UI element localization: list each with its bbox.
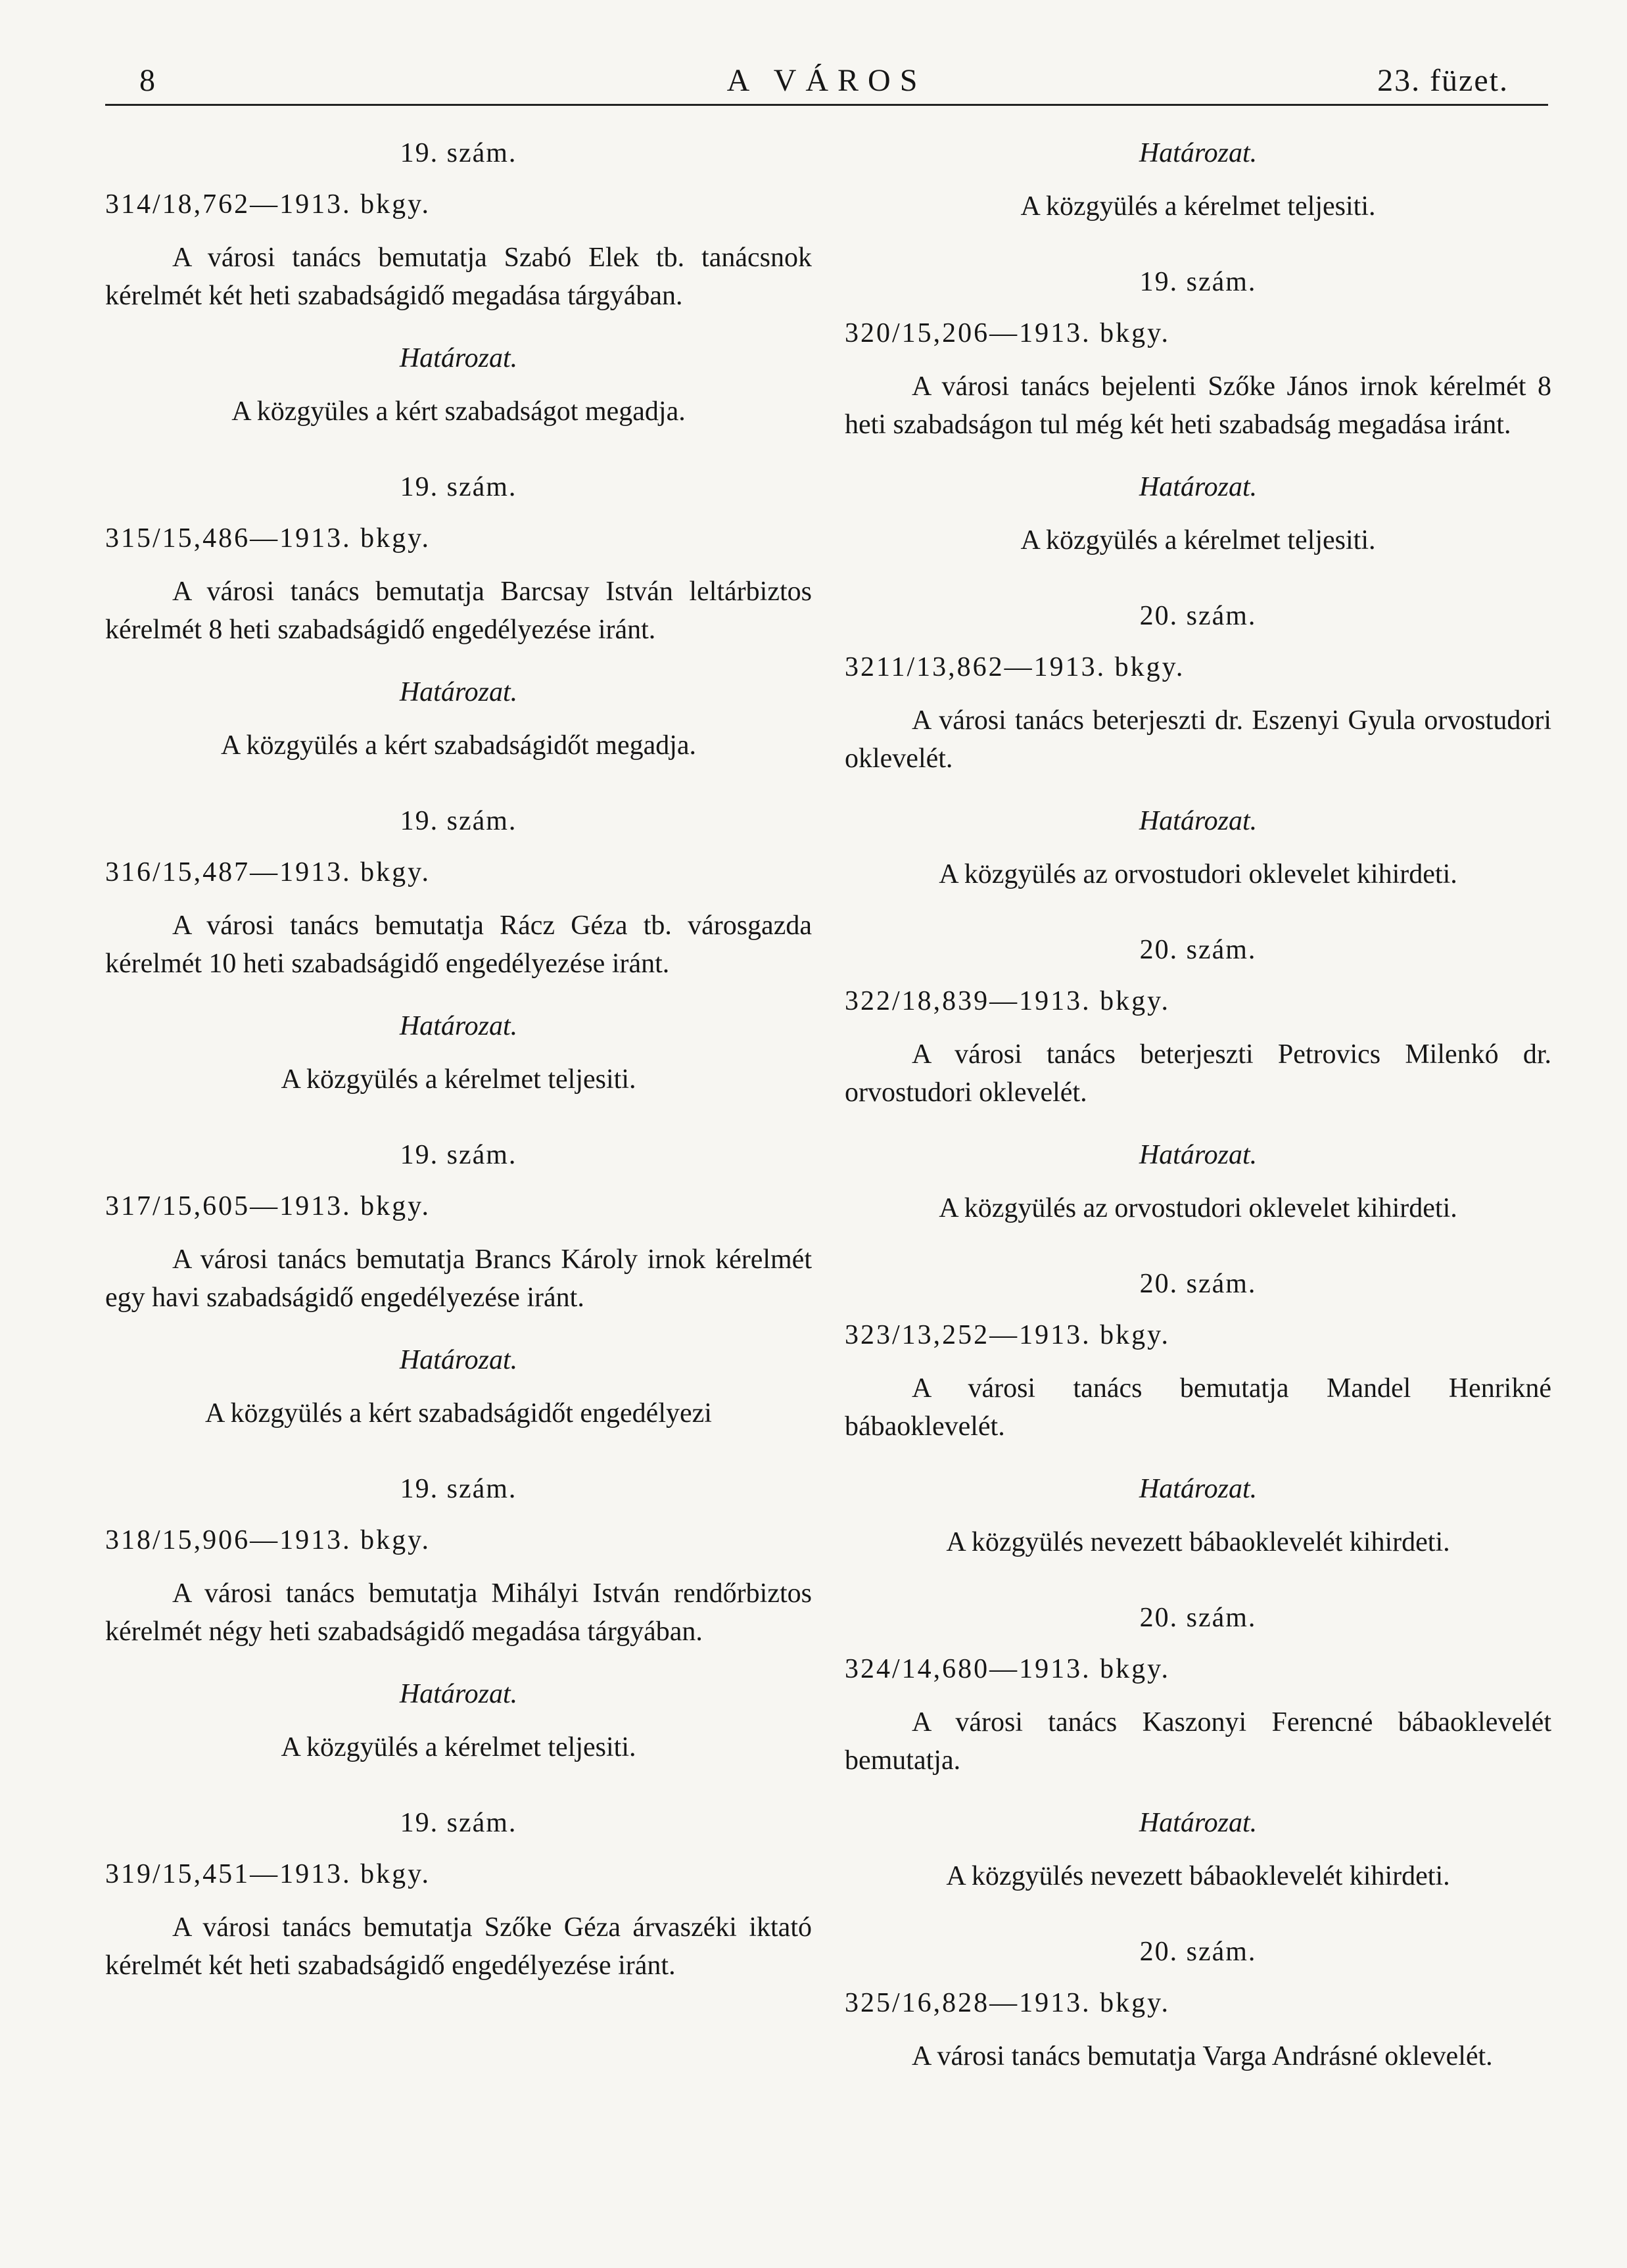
decision-heading: Határozat. [399,677,518,707]
resolution-entry [845,598,1551,893]
resolution-entry [105,803,812,1099]
decision-text: A közgyüles a kért szabadságot megadja. [231,396,686,427]
entry-number: 20. szám. [1139,1603,1257,1633]
entry-text: A városi tanács Kaszonyi Ferencné bábaoklevelét bemutatja. [845,1707,1551,1776]
decision-heading: Határozat. [399,1345,518,1375]
journal-title: A VÁROS [726,63,927,98]
entry-reference: 320/15,206—1913. bkgy. [845,318,1170,348]
page-header [105,58,1548,106]
entry-text: A városi tanács beterjeszti dr. Eszenyi Gyula orvostudori oklevelét. [845,705,1551,774]
right-column [845,135,1551,2075]
entry-reference: 325/16,828—1913. bkgy. [845,1988,1170,2018]
decision-text: A közgyülés a kérelmet teljesiti. [1020,191,1376,222]
entry-text: A városi tanács beterjeszti Petrovics Milenkó dr. orvostudori oklevelét. [845,1039,1551,1108]
resolution-entry [845,1933,1551,2075]
decision-heading: Határozat. [399,1011,518,1041]
entry-number: 19. szám. [400,806,517,836]
decision-heading: Határozat. [1139,1808,1258,1838]
resolution-entry [105,1137,812,1432]
entry-text: A városi tanács bemutatja Rácz Géza tb. városgazda kérelmét 10 heti szabadságidő engedélyezése iránt. [105,910,812,979]
issue-label: 23. füzet. [1377,63,1509,98]
decision-heading: Határozat. [1139,806,1258,836]
entry-text: A városi tanács bemutatja Mihályi István rendőrbiztos kérelmét négy heti szabadságidő megadása tárgyában. [105,1578,812,1647]
decision-text: A közgyülés a kérelmet teljesiti. [281,1732,636,1762]
entry-reference: 323/13,252—1913. bkgy. [845,1320,1170,1350]
decision-text: A közgyülés a kért szabadságidőt megadja. [220,730,697,761]
entry-text: A városi tanács bemutatja Barcsay István leltárbiztos kérelmét 8 heti szabadságidő engedélyezése iránt. [105,577,812,645]
entry-reference: 322/18,839—1913. bkgy. [845,986,1170,1016]
entry-text: A városi tanács bemutatja Mandel Henrikné bábaoklevelét. [845,1373,1551,1442]
entry-number: 20. szám. [1139,1269,1257,1299]
decision-heading: Határozat. [399,343,518,373]
entry-reference: 317/15,605—1913. bkgy. [105,1191,431,1221]
entry-number: 20. szám. [1139,601,1257,631]
decision-heading: Határozat. [1139,1140,1258,1170]
decision-text: A közgyülés nevezett bábaoklevelét kihirdeti. [946,1527,1450,1557]
resolution-entry [845,264,1551,559]
left-column [105,135,812,1985]
page-number: 8 [139,63,155,98]
decision-heading: Határozat. [1139,138,1258,168]
entry-number: 20. szám. [1139,935,1257,965]
entry-reference: 324/14,680—1913. bkgy. [845,1654,1170,1684]
entry-text: A városi tanács bemutatja Szőke Géza árvaszéki iktató kérelmét két heti szabadságidő engedélyezése iránt. [105,1912,812,1981]
resolution-entry [845,1599,1551,1895]
entry-number: 19. szám. [400,472,517,502]
entry-number: 19. szám. [400,1474,517,1504]
decision-text: A közgyülés az orvostudori oklevelet kihirdeti. [939,1193,1457,1223]
resolution-entry [845,932,1551,1227]
entry-text: A városi tanács bemutatja Brancs Károly irnok kérelmét egy havi szabadságidő engedélyezése iránt. [105,1244,812,1313]
resolution-entry [105,1471,812,1766]
entry-text: A városi tanács bemutatja Varga Andrásné oklevelét. [912,2041,1493,2071]
continued-decision [845,135,1551,225]
decision-text: A közgyülés a kért szabadságidőt engedélyezi [205,1398,712,1429]
decision-text: A közgyülés az orvostudori oklevelet kihirdeti. [939,859,1457,889]
decision-heading: Határozat. [1139,1474,1258,1504]
decision-heading: Határozat. [1139,472,1258,502]
resolution-entry [105,1805,812,1985]
decision-text: A közgyülés nevezett bábaoklevelét kihirdeti. [946,1861,1450,1891]
resolution-entry [105,469,812,765]
entry-number: 19. szám. [1139,267,1257,297]
decision-text: A közgyülés a kérelmet teljesiti. [281,1064,636,1095]
entry-number: 20. szám. [1139,1937,1257,1967]
entry-text: A városi tanács bejelenti Szőke János irnok kérelmét 8 heti szabadságon tul még két heti szabadság megadása iránt. [845,371,1551,440]
entry-reference: 315/15,486—1913. bkgy. [105,523,431,554]
resolution-entry [845,1265,1551,1561]
entry-number: 19. szám. [400,138,517,168]
entry-number: 19. szám. [400,1808,517,1838]
decision-heading: Határozat. [399,1679,518,1709]
resolution-entry [105,135,812,431]
entry-reference: 314/18,762—1913. bkgy. [105,189,431,220]
entry-number: 19. szám. [400,1140,517,1170]
entry-reference: 3211/13,862—1913. bkgy. [845,652,1185,682]
entry-text: A városi tanács bemutatja Szabó Elek tb. tanácsnok kérelmét két heti szabadságidő megadása tárgyában. [105,243,812,311]
entry-reference: 318/15,906—1913. bkgy. [105,1525,431,1555]
entry-reference: 316/15,487—1913. bkgy. [105,857,431,887]
entry-reference: 319/15,451—1913. bkgy. [105,1859,431,1889]
decision-text: A közgyülés a kérelmet teljesiti. [1020,525,1376,555]
